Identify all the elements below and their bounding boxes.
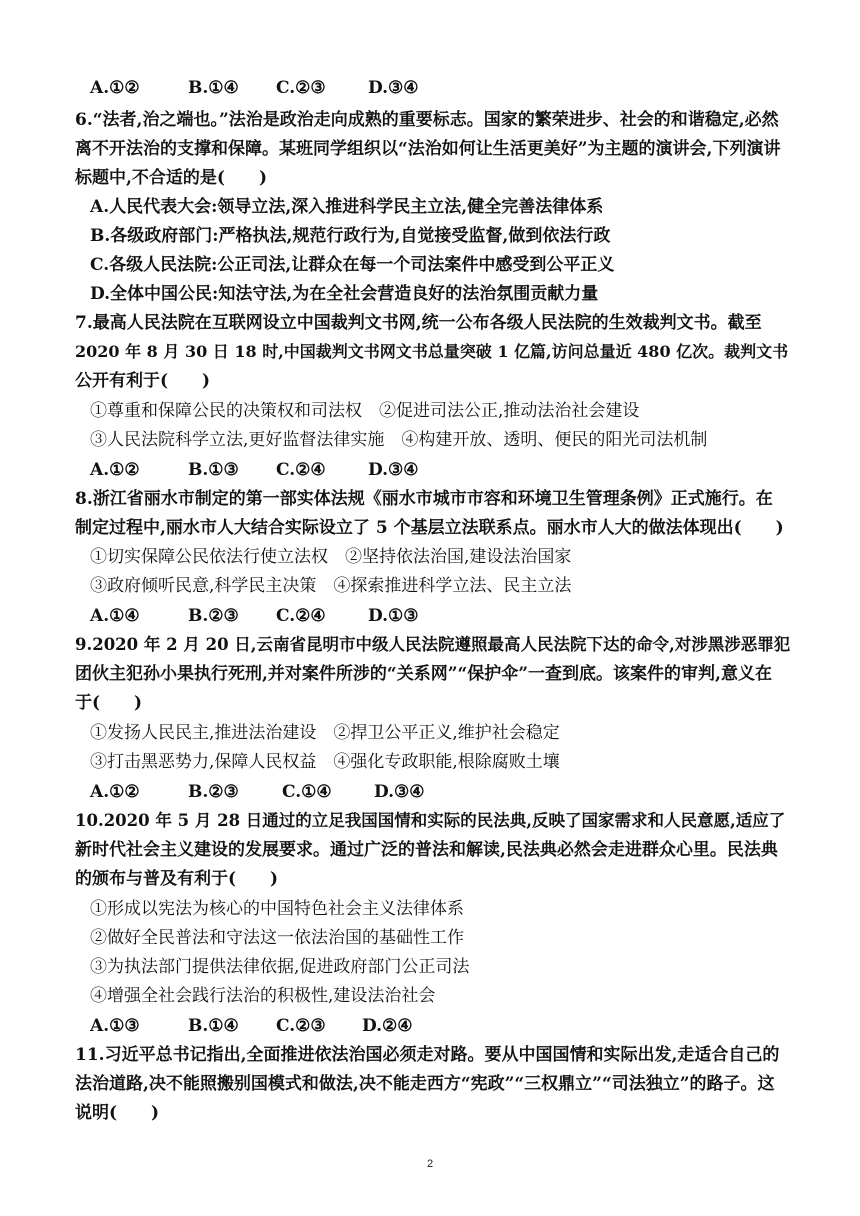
q10-stem-line-1: 10.2020 年 5 月 28 日通过的立足我国国情和实际的民法典,反映了国家需求和人民意愿,适应了: [75, 811, 786, 830]
q7-stem-line-2: 2020 年 8 月 30 日 18 时,中国裁判文书网文书总量突破 1 亿篇,访问总量近 480 亿次。裁判文书: [75, 342, 789, 361]
q5-option-a: A.①②: [90, 78, 140, 98]
q10-option-d: D.②④: [362, 1016, 413, 1036]
q8-option-c: C.②④: [276, 606, 326, 626]
q8-option-b: B.②③: [188, 606, 239, 626]
q10-item-4: ④增强全社会践行法治的积极性,建设法治社会: [90, 986, 436, 1006]
q9-stem-line-2: 团伙主犯孙小果执行死刑,并对案件所涉的“关系网”“保护伞”一查到底。该案件的审判,意义在: [75, 664, 772, 684]
q8-items-line-2: ③政府倾听民意,科学民主决策 ④探索推进科学立法、民主立法: [90, 576, 572, 596]
q9-stem-line-1: 9.2020 年 2 月 20 日,云南省昆明市中级人民法院遵照最高人民法院下达的命令,对涉黑涉恶罪犯: [75, 635, 791, 654]
q9-options: [90, 781, 425, 803]
q7-option-b: B.①③: [188, 460, 239, 480]
q5-option-d: D.③④: [368, 78, 419, 98]
q10-item-3: ③为执法部门提供法律依据,促进政府部门公正司法: [90, 957, 470, 977]
q7-options: [90, 459, 419, 481]
q6-stem-line-3: 标题中,不合适的是( ): [75, 168, 268, 188]
q6-stem-line-2: 离不开法治的支撑和保障。某班同学组织以“法治如何让生活更美好”为主题的演讲会,下列演讲: [75, 139, 781, 159]
q6-choice-a: A.人民代表大会:领导立法,深入推进科学民主立法,健全完善法律体系: [90, 197, 604, 217]
q9-items-line-1: ①发扬人民民主,推进法治建设 ②捍卫公平正义,维护社会稳定: [90, 723, 560, 743]
q11-stem-line-2: 法治道路,决不能照搬别国模式和做法,决不能走西方“宪政”“三权鼎立”“司法独立”的路子。这: [75, 1074, 775, 1094]
q11-stem-line-1: 11.习近平总书记指出,全面推进依法治国必须走对路。要从中国国情和实际出发,走适合自己的: [75, 1045, 780, 1065]
q8-stem-line-1: 8.浙江省丽水市制定的第一部实体法规《丽水市城市市容和环境卫生管理条例》正式施行。在: [75, 489, 773, 509]
q7-items-line-1: ①尊重和保障公民的决策权和司法权 ②促进司法公正,推动法治社会建设: [90, 401, 640, 421]
q9-option-d: D.③④: [374, 782, 425, 802]
page-number: 2: [426, 1158, 434, 1170]
q9-option-a: A.①②: [90, 782, 140, 802]
q8-option-a: A.①④: [90, 606, 140, 626]
q11-stem-line-3: 说明( ): [75, 1103, 160, 1123]
q8-option-d: D.①③: [368, 606, 419, 626]
q6-choice-b: B.各级政府部门:严格执法,规范行政行为,自觉接受监督,做到依法行政: [90, 226, 611, 246]
q5-option-c: C.②③: [276, 78, 326, 98]
q10-item-1: ①形成以宪法为核心的中国特色社会主义法律体系: [90, 899, 464, 919]
q9-stem-line-3: 于( ): [75, 693, 143, 713]
q8-stem-line-2: 制定过程中,丽水市人大结合实际设立了 5 个基层立法联系点。丽水市人大的做法体现出( ): [75, 518, 784, 538]
q6-stem-line-1: 6.“法者,治之端也。”法治是政治走向成熟的重要标志。国家的繁荣进步、社会的和谐稳定,必然: [75, 110, 779, 130]
q9-option-b: B.②③: [188, 782, 239, 802]
q7-stem-line-3: 公开有利于( ): [75, 371, 211, 391]
q9-option-c: C.①④: [282, 782, 332, 802]
q10-options: [90, 1015, 413, 1037]
q7-option-c: C.②④: [276, 460, 326, 480]
q5-option-b: B.①④: [188, 78, 239, 98]
q9-items-line-2: ③打击黑恶势力,保障人民权益 ④强化专政职能,根除腐败土壤: [90, 752, 560, 772]
q10-option-a: A.①③: [90, 1016, 140, 1036]
q10-option-b: B.①④: [188, 1016, 239, 1036]
q6-choice-d: D.全体中国公民:知法守法,为在全社会营造良好的法治氛围贡献力量: [90, 284, 599, 304]
q8-options: [90, 605, 419, 627]
q10-stem-line-3: 的颁布与普及有利于( ): [75, 869, 279, 889]
q5-options: [90, 77, 419, 99]
q6-choice-c: C.各级人民法院:公正司法,让群众在每一个司法案件中感受到公平正义: [90, 255, 615, 275]
q7-items-line-2: ③人民法院科学立法,更好监督法律实施 ④构建开放、透明、便民的阳光司法机制: [90, 430, 708, 450]
q10-option-c: C.②③: [276, 1016, 326, 1036]
q7-option-d: D.③④: [368, 460, 419, 480]
q8-items-line-1: ①切实保障公民依法行使立法权 ②坚持依法治国,建设法治国家: [90, 547, 572, 567]
q10-item-2: ②做好全民普法和守法这一依法治国的基础性工作: [90, 928, 464, 948]
q7-option-a: A.①②: [90, 460, 140, 480]
q7-stem-line-1: 7.最高人民法院在互联网设立中国裁判文书网,统一公布各级人民法院的生效裁判文书。截至: [75, 313, 762, 333]
q10-stem-line-2: 新时代社会主义建设的发展要求。通过广泛的普法和解读,民法典必然会走进群众心里。民法典: [75, 840, 778, 860]
